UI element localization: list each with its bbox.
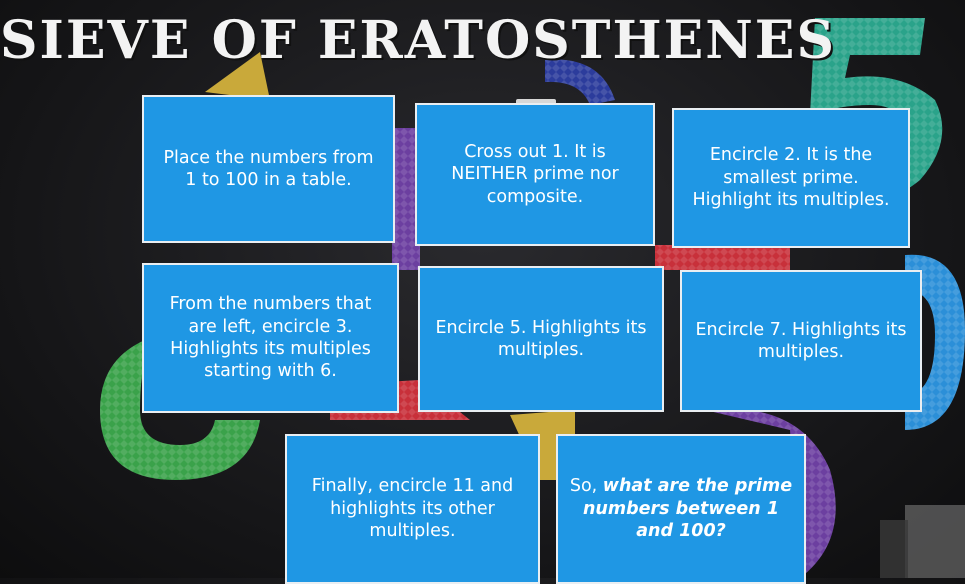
card-4-line-3: Highlights its multiples (170, 339, 371, 359)
step-card-1 (142, 95, 395, 243)
card-7-line-1: Finally, encircle 11 and (311, 476, 514, 497)
step-card-4 (142, 263, 399, 413)
card-6-line-1: Encircle 7. Highlights its (695, 319, 907, 340)
card-2-line-2: NEITHER prime nor (451, 164, 619, 185)
card-3-line-1: Encircle 2. It is the (709, 145, 873, 166)
step-card-6 (680, 270, 922, 412)
step-card-7 (285, 434, 540, 584)
card-4-line-2: are left, encircle 3. (188, 316, 353, 337)
card-3-line-3: Highlight its multiples. (692, 190, 890, 211)
question-emphasis-1: what are the prime (602, 476, 793, 497)
card-4-line-4: starting with 6. (204, 361, 337, 382)
question-card (556, 434, 806, 584)
card-5-line-1: Encircle 5. Highlights its (435, 317, 647, 338)
card-1-line-2: 1 to 100 in a table. (185, 170, 352, 190)
step-card-2 (415, 103, 655, 246)
question-line-2: numbers between 1 (582, 498, 780, 519)
card-5-line-2: multiples. (497, 340, 585, 360)
card-3-line-2: smallest prime. (723, 167, 859, 188)
window-glare (905, 505, 965, 578)
step-card-3 (672, 108, 910, 248)
step-card-5 (418, 266, 664, 412)
card-2-line-1: Cross out 1. It is (464, 141, 606, 162)
card-1-line-1: Place the numbers from (163, 147, 374, 168)
card-4-line-1: From the numbers that (169, 294, 372, 315)
card-6-line-2: multiples. (757, 342, 845, 362)
page-title: SIEVE OF ERATOSTHENES (0, 10, 836, 71)
card-2-line-3: composite. (486, 186, 584, 207)
card-7-line-3: multiples. (369, 521, 456, 542)
question-line-3: and 100? (636, 521, 726, 542)
card-7-line-2: highlights its other (330, 498, 495, 519)
question-prefix: So, (569, 476, 603, 497)
question-line-1 (570, 475, 792, 497)
